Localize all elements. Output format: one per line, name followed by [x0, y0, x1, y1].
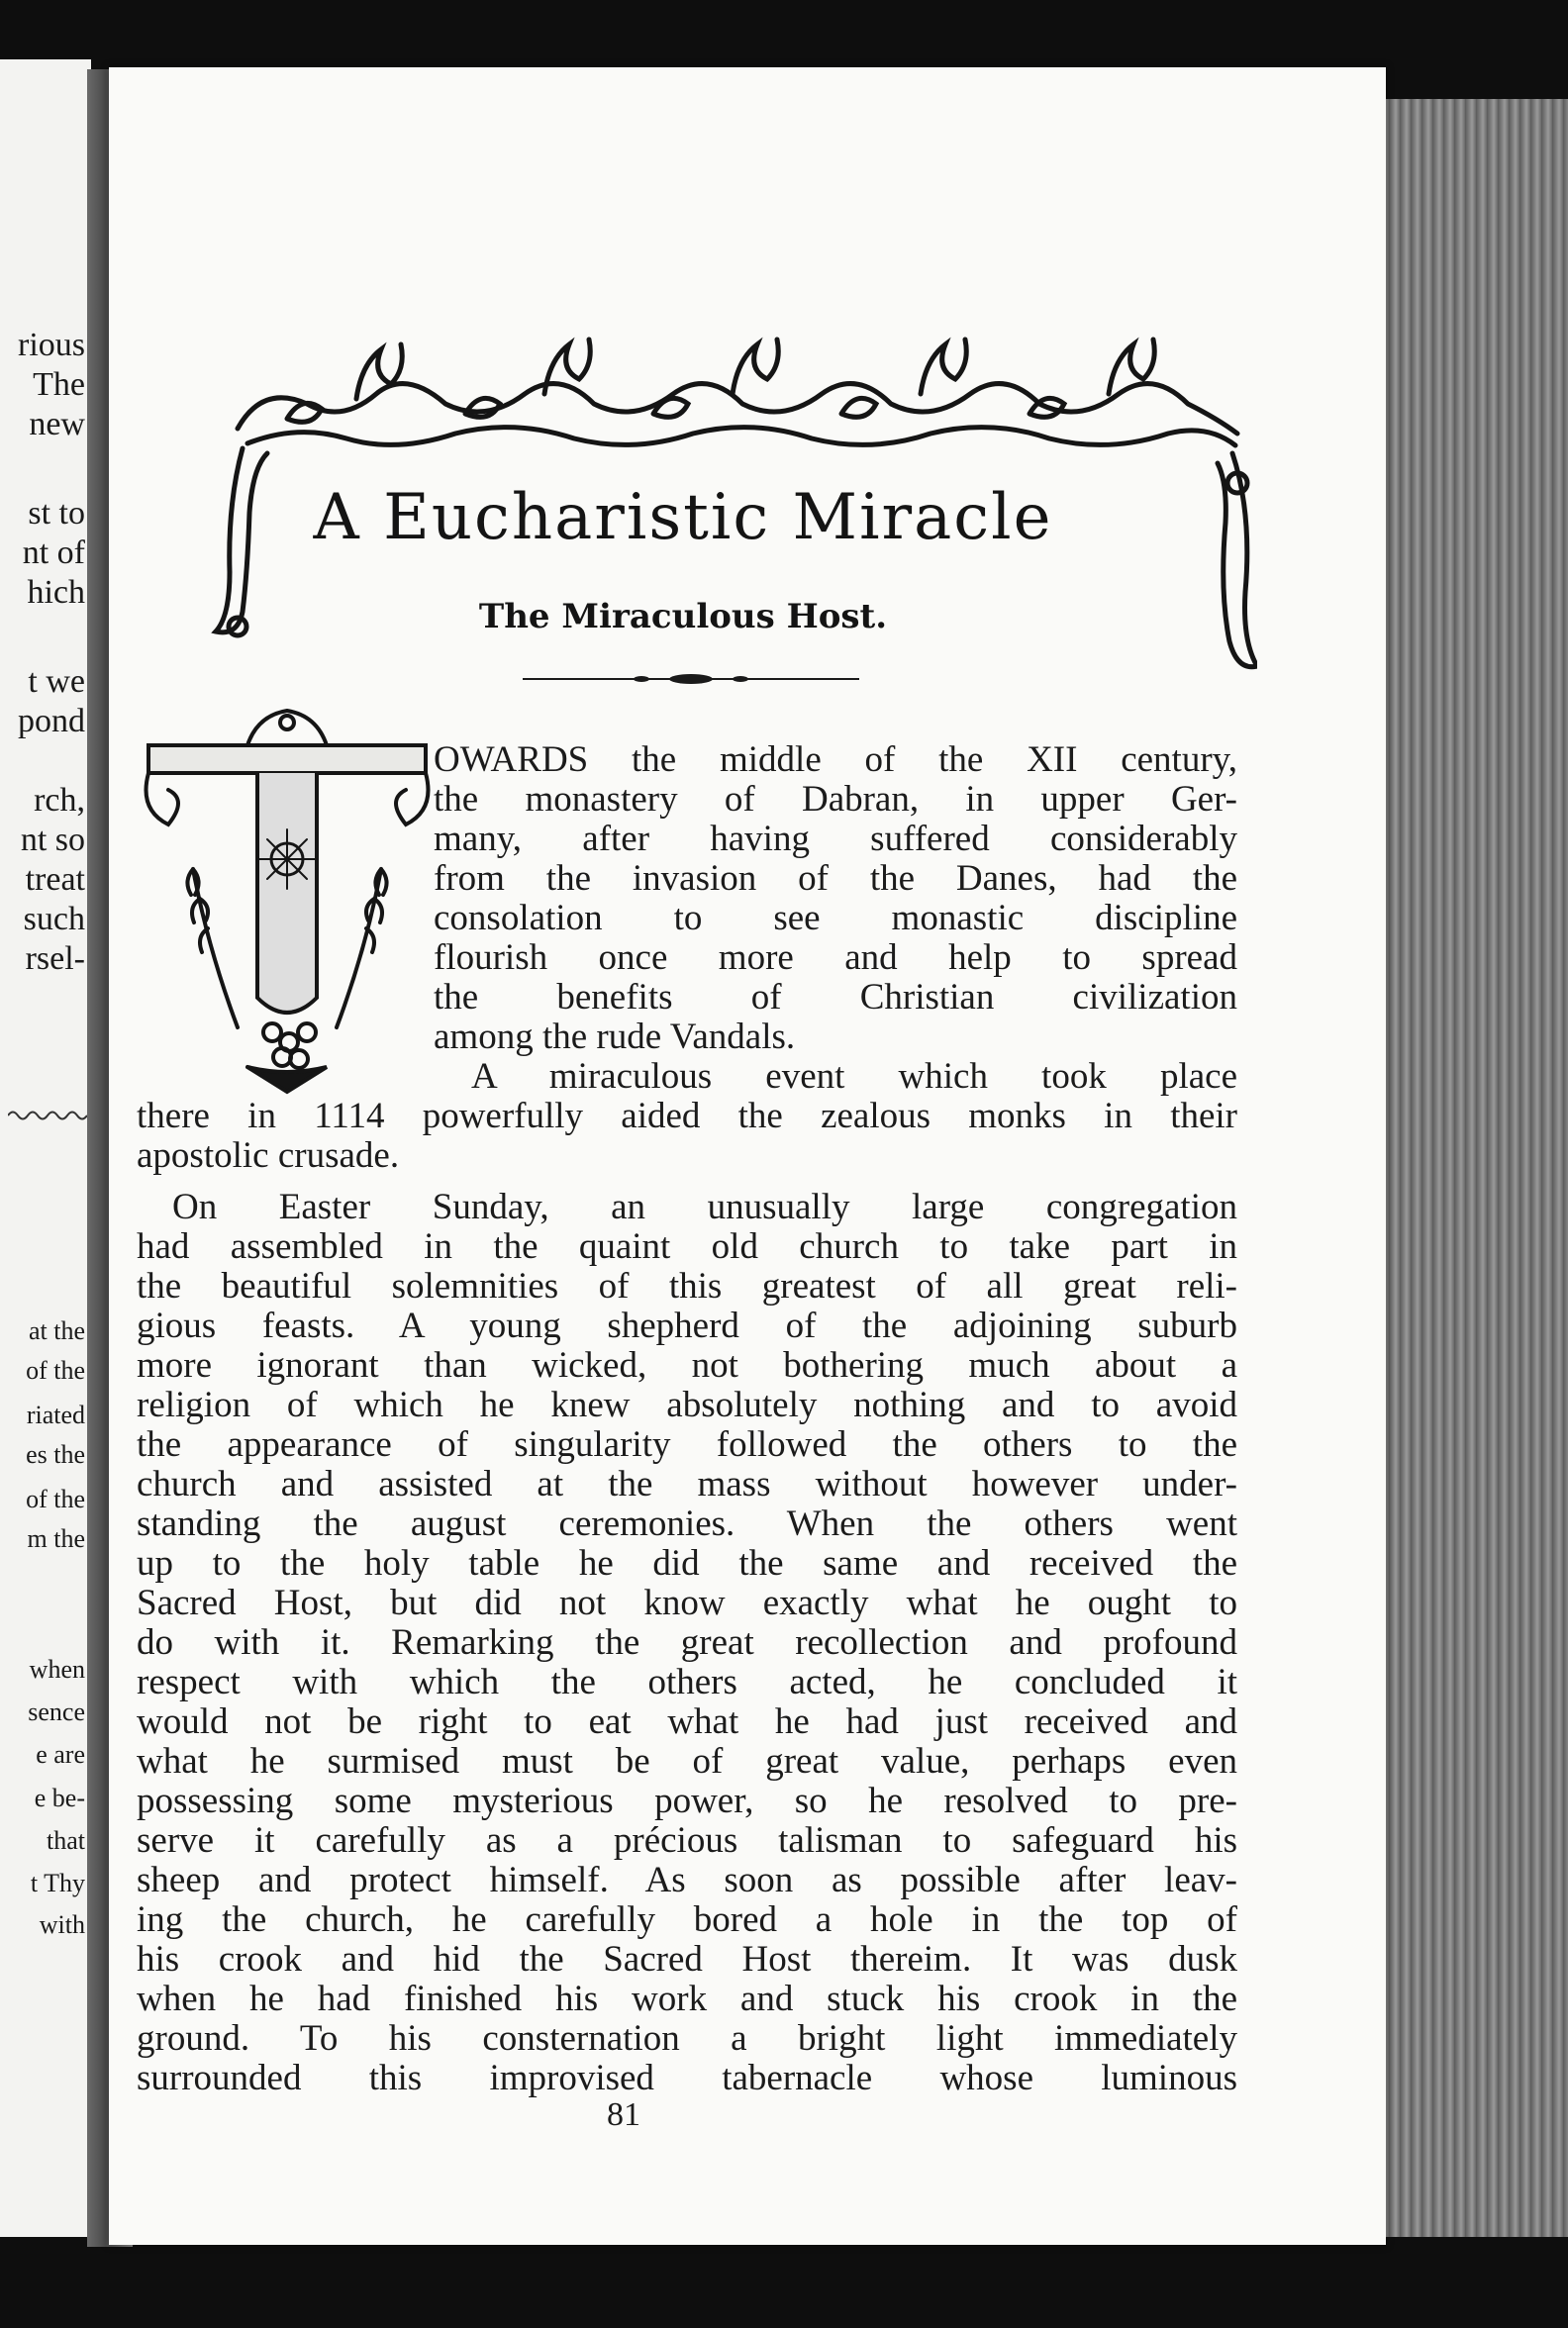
- text-line: consolation to see monastic discipline: [434, 898, 1237, 938]
- text-line: A miraculous event which took place: [471, 1056, 1237, 1097]
- text-line: flourish once more and help to spread: [434, 937, 1237, 978]
- left-page-text: rious: [18, 327, 85, 363]
- text-line: his crook and hid the Sacred Host thereim. It was dusk: [137, 1939, 1237, 1980]
- left-page-text: at the: [28, 1316, 85, 1345]
- text-line: up to the holy table he did the same and received the: [137, 1543, 1237, 1584]
- text-line: sheep and protect himself. As soon as possible after leav-: [137, 1860, 1237, 1900]
- book-page: [109, 67, 1386, 2245]
- left-page-text: es the: [26, 1440, 85, 1469]
- text-line: possessing some mysterious power, so he resolved to pre-: [137, 1781, 1237, 1821]
- text-line: religion of which he knew absolutely nothing and to avoid: [137, 1385, 1237, 1425]
- text-line: had assembled in the quaint old church to take part in: [137, 1226, 1237, 1267]
- left-page-text: pond: [18, 703, 85, 739]
- left-page-text: sence: [28, 1698, 85, 1726]
- left-page-text: hich: [27, 574, 85, 611]
- page-number: 81: [607, 2096, 640, 2133]
- text-line: ing the church, he carefully bored a hole in the top of: [137, 1899, 1237, 1940]
- text-line: surrounded this improvised tabernacle whose luminous: [137, 2058, 1237, 2098]
- text-line: respect with which the others acted, he concluded it: [137, 1662, 1237, 1702]
- text-line: more ignorant than wicked, not bothering much about a: [137, 1345, 1237, 1386]
- text-line: church and assisted at the mass without however under-: [137, 1464, 1237, 1504]
- left-page-text: st to: [28, 495, 85, 532]
- page-title: A Eucharistic Miracle: [313, 481, 1053, 554]
- left-page-text: e are: [36, 1740, 85, 1769]
- text-line: ground. To his consternation a bright light immediately: [137, 2018, 1237, 2059]
- text-line: many, after having suffered considerably: [434, 819, 1237, 859]
- squiggle-divider-icon: [8, 1109, 87, 1122]
- text-line: would not be right to eat what he had just received and: [137, 1701, 1237, 1742]
- left-page-text: rch,: [34, 782, 85, 819]
- left-page-text: treat: [25, 861, 85, 898]
- left-page-text: with: [39, 1910, 85, 1939]
- text-line: the benefits of Christian civilization: [434, 977, 1237, 1018]
- text-line: gious feasts. A young shepherd of the adjoining suburb: [137, 1306, 1237, 1346]
- text-line: the beautiful solemnities of this greatest of all great reli-: [137, 1266, 1237, 1307]
- left-page-text: that: [47, 1826, 85, 1855]
- text-line: OWARDS the middle of the XII century,: [434, 739, 1237, 780]
- book-fore-edge: [1378, 99, 1568, 2237]
- page-subtitle: The Miraculous Host.: [478, 597, 888, 636]
- text-line: serve it carefully as a précious talisman to safeguard his: [137, 1820, 1237, 1861]
- text-line: Sacred Host, but did not know exactly what he ought to: [137, 1583, 1237, 1623]
- article-body: [109, 67, 1386, 2245]
- left-page-text: e be-: [34, 1784, 85, 1812]
- text-line: from the invasion of the Danes, had the: [434, 858, 1237, 899]
- text-line: apostolic crusade.: [137, 1135, 400, 1176]
- text-line: the appearance of singularity followed the others to the: [137, 1424, 1237, 1465]
- left-page-text: such: [23, 901, 85, 937]
- text-line: what he surmised must be of great value, perhaps even: [137, 1741, 1237, 1782]
- left-page-text: when: [29, 1655, 85, 1684]
- left-page-text: nt so: [20, 822, 85, 858]
- left-page-text: The: [33, 366, 85, 403]
- left-page-text: of the: [26, 1485, 85, 1513]
- left-page-text: m the: [27, 1524, 85, 1553]
- left-page-text: riated: [26, 1401, 85, 1429]
- left-page-text: t we: [28, 663, 85, 700]
- text-line: there in 1114 powerfully aided the zealous monks in their: [137, 1096, 1237, 1136]
- left-page-text: rsel-: [25, 940, 85, 977]
- text-line: On Easter Sunday, an unusually large congregation: [172, 1187, 1237, 1227]
- left-page-text: of the: [26, 1356, 85, 1385]
- left-page-text: nt of: [22, 534, 85, 571]
- text-line: when he had finished his work and stuck his crook in the: [137, 1979, 1237, 2019]
- left-page-text: new: [29, 406, 85, 442]
- left-page-fragment: [0, 59, 91, 2237]
- text-line: do with it. Remarking the great recollection and profound: [137, 1622, 1237, 1663]
- text-line: the monastery of Dabran, in upper Ger-: [434, 779, 1237, 820]
- left-page-text: t Thy: [30, 1869, 85, 1897]
- text-line: among the rude Vandals.: [434, 1017, 796, 1057]
- text-line: standing the august ceremonies. When the others went: [137, 1504, 1237, 1544]
